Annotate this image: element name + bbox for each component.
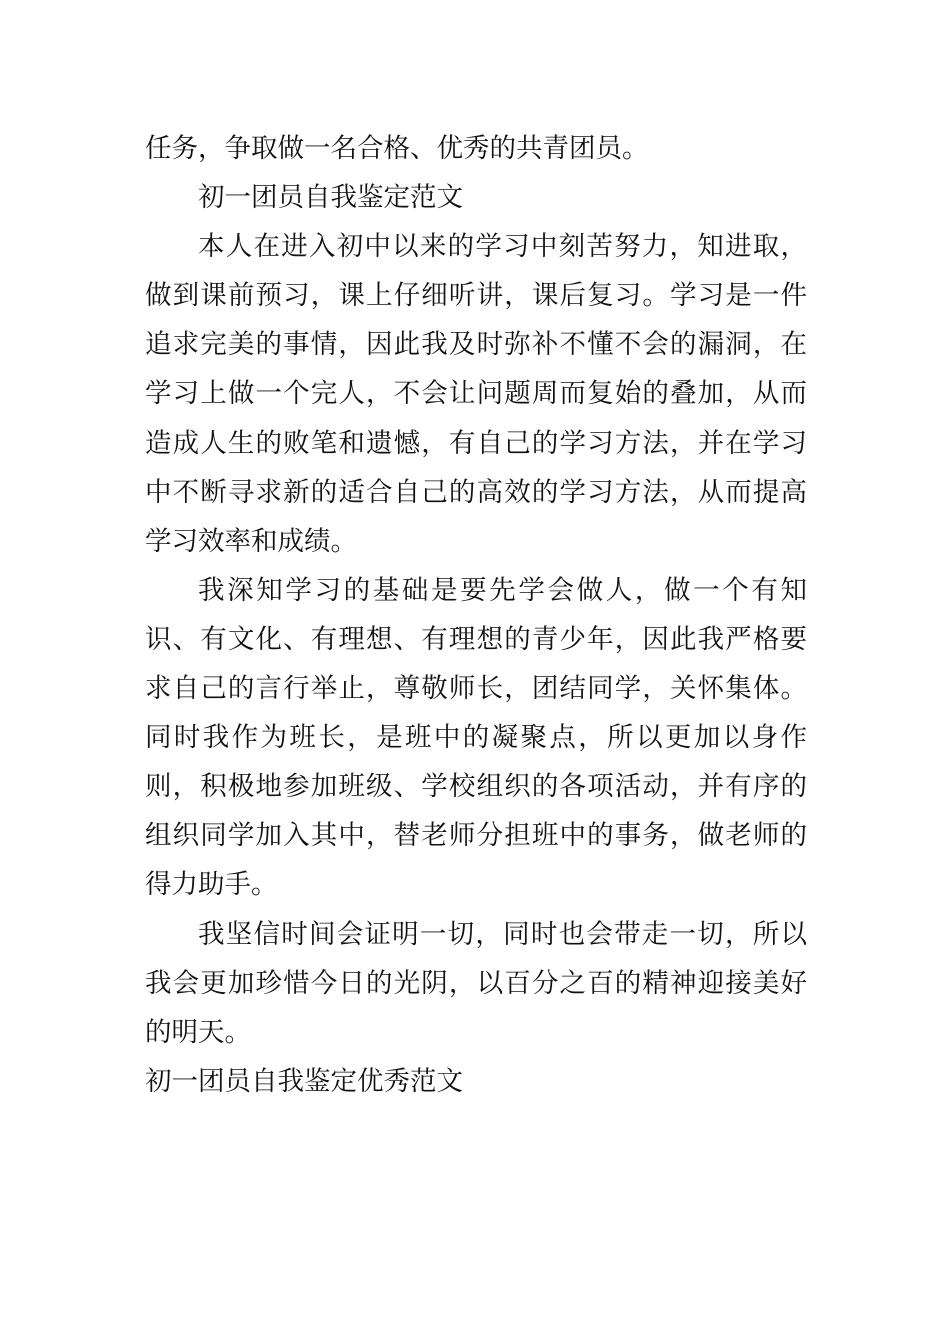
next-section-heading: 初一团员自我鉴定优秀范文 bbox=[145, 1065, 463, 1097]
section-heading: 初一团员自我鉴定范文 bbox=[198, 182, 463, 214]
document-body bbox=[145, 124, 807, 1106]
paragraph-time: 我坚信时间会证明一切，同时也会带走一切，所以我会更加珍惜今日的光阴，以百分之百的精神迎接美好的明天。 bbox=[145, 918, 807, 1048]
paragraph-continuation: 任务，争取做一名合格、优秀的共青团员。 bbox=[145, 133, 649, 164]
paragraph-study: 本人在进入初中以来的学习中刻苦努力，知进取，做到课前预习，课上仔细听讲，课后复习。学习是一件追求完美的事情，因此我及时弥补不懂不会的漏洞，在学习上做一个完人，不会让问题周而复始的叠加，从而造成人生的败笔和遗憾，有自己的学习方法，并在学习中不断寻求新的适合自己的高效的学习方法，从而提高学习效率和成绩。 bbox=[145, 231, 807, 557]
paragraph-conduct: 我深知学习的基础是要先学会做人，做一个有知识、有文化、有理想、有理想的青少年，因此我严格要求自己的言行举止，尊敬师长，团结同学，关怀集体。同时我作为班长，是班中的凝聚点，所以更加以身作则，积极地参加班级、学校组织的各项活动，并有序的组织同学加入其中，替老师分担班中的事务，做老师的得力助手。 bbox=[145, 574, 807, 901]
